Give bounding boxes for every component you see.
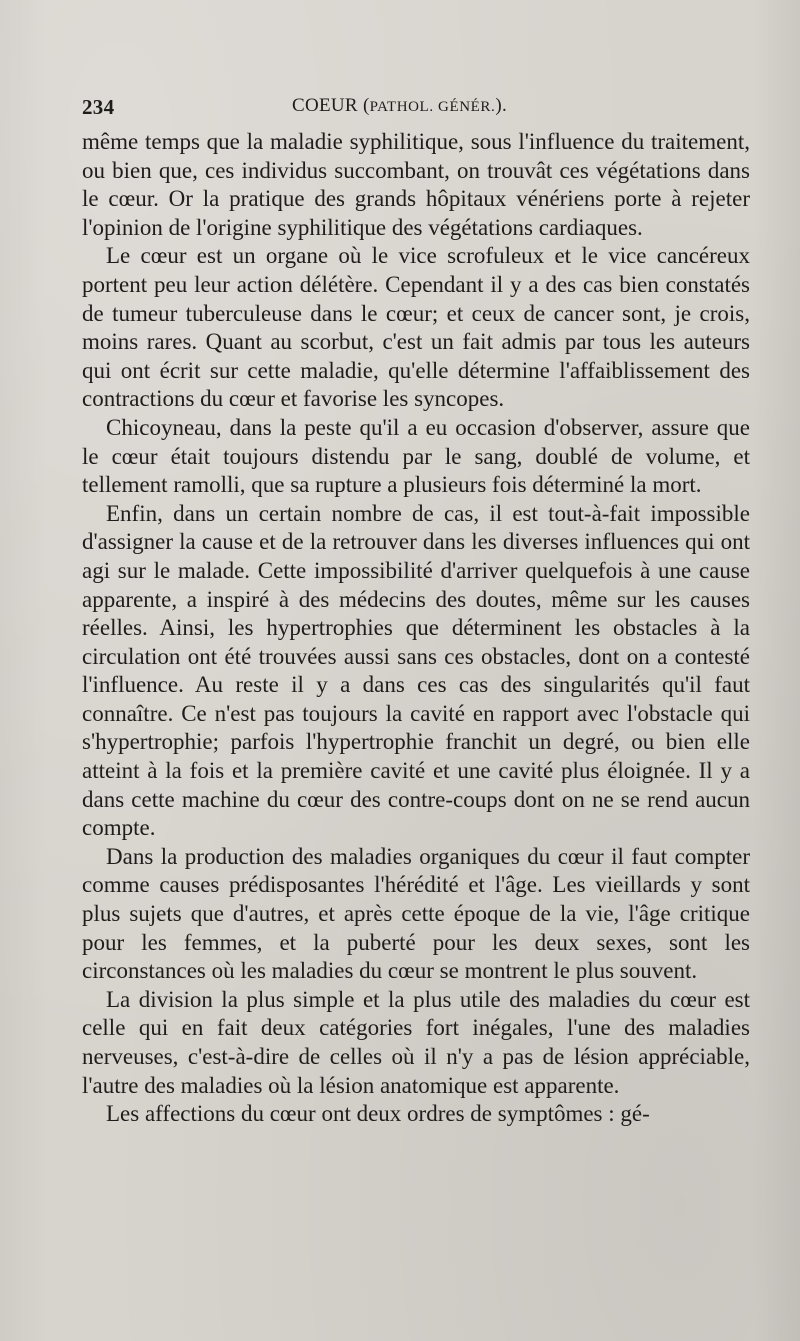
paragraph-causes-predisposantes: Dans la production des maladies organiques du cœur il faut compter comme causes prédisposantes l'hérédité et l'âge. Les vieillards y sont plus sujets que d'autres, et après cette époque de la vie, l'âge critique pour les femmes, et la puberté pour les deux sexes, sont les circonstances où les maladies du cœur se montrent le plus souvent.: [82, 843, 750, 984]
running-title-subject: PATHOL. GÉNÉR.: [369, 99, 496, 115]
running-title: [292, 95, 507, 117]
paragraph-symptomes: Les affections du cœur ont deux ordres de symptômes : gé-: [106, 1101, 650, 1127]
running-title-close: ).: [495, 95, 508, 116]
paragraph-division: La division la plus simple et la plus utile des maladies du cœur est celle qui en fait deux catégories fort inégales, l'une des maladies nerveuses, c'est-à-dire de celles où il n'y a pas de lésion appréciable, l'autre des maladies où la lésion anatomique est apparente.: [82, 986, 750, 1098]
body-text: [82, 128, 750, 1129]
running-title-main: COEUR: [292, 95, 358, 116]
book-page: [82, 95, 750, 1129]
paragraph-chicoyneau: Chicoyneau, dans la peste qu'il a eu occasion d'observer, assure que le cœur était toujours distendu par le sang, doublé de volume, et tellement ramolli, que sa rupture a plusieurs fois déterminé la mort.: [82, 414, 750, 498]
running-head: [82, 95, 750, 125]
page-number: 234: [82, 95, 115, 119]
paragraph-scrofule-cancer: Le cœur est un organe où le vice scrofuleux et le vice cancéreux portent peu leur action délétère. Cependant il y a des cas bien constatés de tumeur tuberculeuse dans le cœur; et ceux de cancer sont, je crois, moins rares. Quant au scorbut, c'est un fait admis par tous les auteurs qui ont écrit sur cette maladie, qu'elle détermine l'affaiblissement des contractions du cœur et favorise les syncopes.: [82, 243, 750, 412]
paragraph-continuation: même temps que la maladie syphilitique, sous l'influence du traitement, ou bien que, ces individus succombant, on trouvât ces végétations dans le cœur. Or la pratique des grands hôpitaux vénériens porte à rejeter l'opinion de l'origine syphilitique des végétations cardiaques.: [82, 129, 750, 240]
paragraph-causes-inconnues: Enfin, dans un certain nombre de cas, il est tout-à-fait impossible d'assigner la cause et de la retrouver dans les diverses influences qui ont agi sur le malade. Cette impossibilité d'arriver quelquefois à une cause apparente, a inspiré à des médecins des doutes, même sur les causes réelles. Ainsi, les hypertrophies que déterminent les obstacles à la circulation ont été trouvées aussi sans ces obstacles, dont on a contesté l'influence. Au reste il y a dans ces cas des singularités qu'il faut connaître. Ce n'est pas toujours la cavité en rapport avec l'obstacle qui s'hypertrophie; parfois l'hypertrophie franchit un degré, ou bien elle atteint à la fois et la première cavité et une cavité plus éloignée. Il y a dans cette machine du cœur des contre-coups dont on ne se rend aucun compte.: [82, 500, 750, 841]
running-title-open: (: [357, 95, 370, 116]
